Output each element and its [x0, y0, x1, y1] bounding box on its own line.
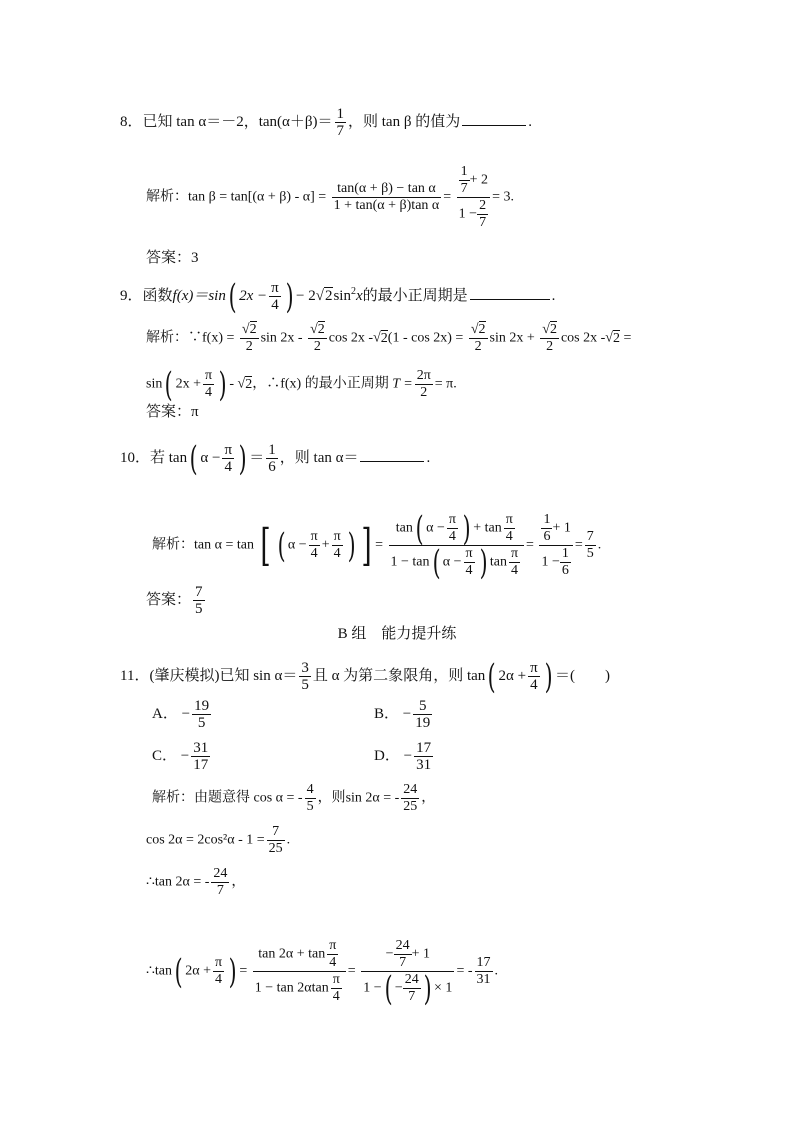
- q8-solution-fraction-1: $\frac{\text{tan(α + β) − tan α}}{\text{1 + tan(α + β)tan α}}$: [333, 181, 440, 213]
- q10-stem: 10．若 tan( α − $\frac{\pi}{4}$ ) ＝ $\frac{1}{6}$ ，则 tan α＝ .: [120, 438, 431, 479]
- q11-source: (肇庆模拟): [149, 667, 220, 684]
- q11-option-d[interactable]: D． − $\frac{17}{31}$: [374, 740, 432, 773]
- q11-option-a[interactable]: A． − $\frac{19}{5}$: [152, 698, 210, 731]
- q10-answer-blank: [360, 447, 424, 462]
- q10-solution-fraction-2: $\frac{1}{6}$ + 1 1 − $\frac{1}{6}$: [541, 512, 571, 578]
- q10-answer: [146, 584, 207, 617]
- q8-answer-blank: [462, 111, 526, 126]
- q8-stem: 8．已知 tan α＝－2，tan(α＋β)＝ $\frac{1}{7}$ ，则 tan β 的值为 .: [120, 106, 532, 139]
- q9-solution-line-2: sin( 2x + $\frac{\pi}{4}$ ) - √2，∴f(x) 的最小正周期 T = $\frac{2\pi}{2}$ = π.: [146, 364, 457, 405]
- q11-stem: 11．(肇庆模拟)已知 sin α＝ $\frac{3}{5}$ 且 α 为第二象限角，则 tan( 2α + $\frac{\pi}{4}$ ) ＝( ): [120, 656, 610, 697]
- q8-stem-fraction: $\frac{1}{7}$: [336, 106, 345, 139]
- q8-solution-label: 解析：: [146, 189, 188, 205]
- q11-option-b[interactable]: B． − $\frac{5}{19}$: [374, 698, 431, 731]
- q8-number: 8．: [120, 113, 143, 130]
- q8-solution: 解析：tan β = tan[(α + β) - α] = $\frac{\text{tan(α + β) − tan α}}{\text{1 + tan(α + β)tan α}}$ = $\frac{1}{7}$ + 2 1 − $\frac{2}{7}$ = 3.: [146, 164, 514, 230]
- q9-answer-blank: [470, 285, 550, 300]
- q10-solution-fraction-1: tan( α − $\frac{\pi}{4}$ ) + tan $\frac{\pi}{4}$ 1 − tan( α − $\frac{\pi}{4}$ ) tan $\frac{\pi}{4}$: [389, 512, 525, 579]
- q8-answer-value: 3: [191, 250, 199, 266]
- q8-solution-fraction-2: $\frac{1}{7}$ + 2 1 − $\frac{2}{7}$: [458, 164, 489, 230]
- q11-solution-label: 解析：: [152, 790, 194, 806]
- q8-stem-text: 已知 tan α＝－2，tan(α＋β)＝: [142, 113, 333, 130]
- q11-solution-line-1: 解析：由题意得 cos α = - $\frac{4}{5}$ ，则sin 2α = - $\frac{24}{25}$ ，: [152, 782, 436, 814]
- q11-number: 11．: [120, 667, 150, 684]
- section-b-heading: B 组 能力提升练: [337, 626, 457, 642]
- q11-option-c[interactable]: C． − $\frac{31}{17}$: [152, 740, 209, 773]
- q10-answer-label: 答案：: [146, 591, 192, 608]
- q9-answer: [146, 402, 199, 422]
- q9-answer-value: π: [191, 404, 199, 420]
- q8-answer-label: 答案：: [146, 250, 192, 266]
- q9-number: 9．: [120, 287, 143, 304]
- q10-answer-value: $\frac{7}{5}$: [195, 584, 203, 617]
- q11-solution-line-3: ∴tan 2α = - $\frac{24}{7}$ ，: [146, 866, 246, 898]
- q11-solution-fraction-2: − $\frac{24}{7}$ + 1 1 −( − $\frac{24}{7}$ ) × 1: [363, 938, 453, 1009]
- q9-solution-label: 解析：: [146, 330, 188, 346]
- q8-answer: [146, 248, 199, 268]
- q11-solution-line-4: ∴tan( 2α + $\frac{\pi}{4}$ ) = tan 2α + tan $\frac{\pi}{4}$ 1 − tan 2αtan $\frac{\pi}{4}$ = − $\frac{24}{7}$ + 1 1 −( − $\frac{24}{7}$ ) × 1 = - $\frac{17}{31}$ .: [146, 938, 498, 1009]
- q9-stem: 9．函数f(x)＝sin( 2x − $\frac{\pi}{4}$ ) − $2√2\sin^2x$的最小正周期是 .: [120, 276, 556, 317]
- q10-solution: 解析：tan α = tan [ ( α − $\frac{\pi}{4}$ + $\frac{\pi}{4}$ ) ] = tan( α − $\frac{\pi}{4}$ ) + tan $\frac{\pi}{4}$ 1 − tan( α − $\frac{\pi}{4}$ ) tan $\frac{\pi}{4}$ = $\frac{1}{6}$ + 1 1 − $\frac{1}{6}$ = $\frac{7}{5}$ .: [152, 508, 602, 583]
- q11-solution-line-2: cos 2α = 2cos²α - 1 = $\frac{7}{25}$ .: [146, 824, 291, 856]
- q10-number: 10．: [120, 449, 151, 466]
- q9-solution-line-1: 解析：∵f(x) = $\frac{√2}{2}$ sin 2x - $\frac{√2}{2}$ cos 2x -√2(1 - cos 2x) = $\frac{√2}{2}$ sin 2x + $\frac{√2}{2}$ cos 2x -√2 =: [146, 322, 632, 354]
- q11-solution-fraction-1: tan 2α + tan $\frac{\pi}{4}$ 1 − tan 2αtan $\frac{\pi}{4}$: [253, 938, 346, 1005]
- q10-solution-label: 解析：: [152, 537, 194, 553]
- q9-answer-label: 答案：: [146, 404, 192, 420]
